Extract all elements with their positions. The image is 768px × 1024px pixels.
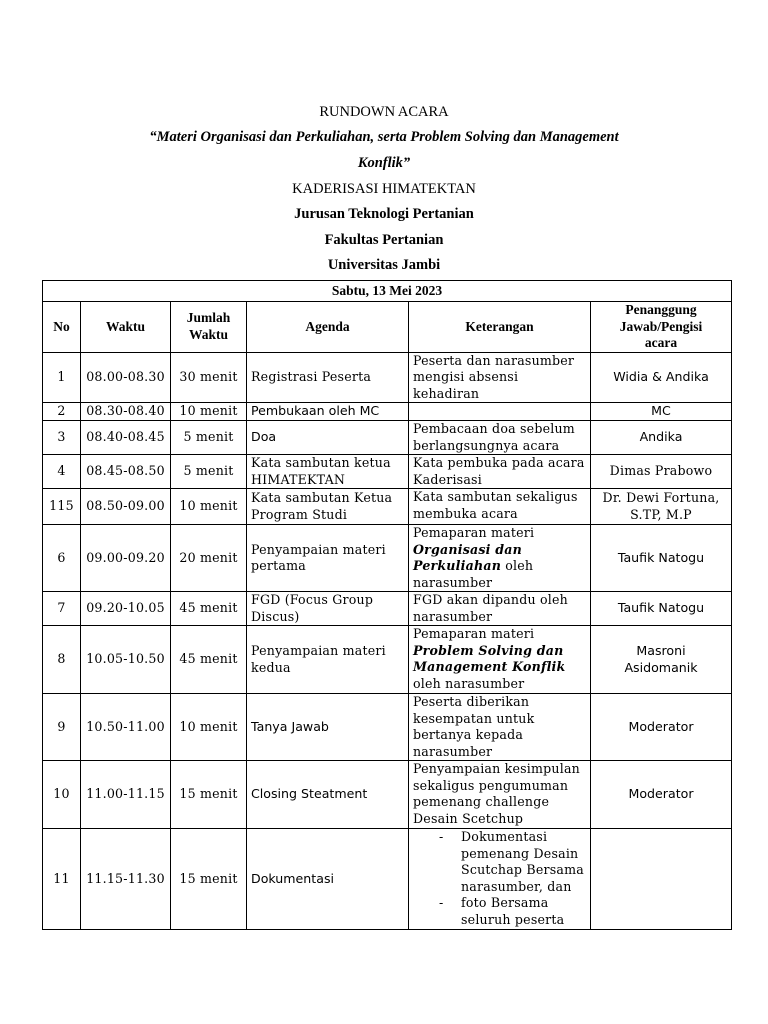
cell-waktu: 10.50-11.00 [81, 694, 171, 761]
cell-keterangan: Penyampaian kesimpulan sekaligus pengumuman pemenang challenge Desain Scetchup [409, 761, 591, 829]
event-name: KADERISASI HIMATEKTAN [292, 181, 476, 197]
cell-pj-line1: Dr. Dewi Fortuna, [602, 490, 720, 505]
subtitle-line-2: Konflik” [357, 155, 411, 171]
cell-agenda: Penyampaian materi pertama [247, 525, 409, 592]
cell-pj: Moderator [591, 694, 732, 761]
cell-no: 8 [43, 626, 81, 694]
cell-pj [591, 829, 732, 930]
col-header-jumlah [171, 302, 247, 353]
table-row [43, 421, 732, 455]
cell-no: 4 [43, 455, 81, 489]
cell-waktu: 08.40-08.45 [81, 421, 171, 455]
cell-no: 3 [43, 421, 81, 455]
cell-no: 10 [43, 761, 81, 829]
cell-waktu: 11.00-11.15 [81, 761, 171, 829]
col-header-no: No [43, 302, 81, 353]
department-name: Jurusan Teknologi Pertanian [294, 206, 474, 222]
cell-pj: Taufik Natogu [591, 525, 732, 592]
col-header-waktu: Waktu [81, 302, 171, 353]
cell-agenda: Closing Steatment [247, 761, 409, 829]
cell-keterangan: FGD akan dipandu oleh narasumber [409, 592, 591, 626]
date-cell: Sabtu, 13 Mei 2023 [43, 281, 732, 302]
cell-no: 115 [43, 489, 81, 525]
table-row [43, 403, 732, 421]
cell-jumlah: 20 menit [171, 525, 247, 592]
cell-agenda: Doa [247, 421, 409, 455]
header-row [43, 302, 732, 353]
cell-pj: MC [591, 403, 732, 421]
cell-keterangan-pre: Pemaparan materi [413, 525, 535, 540]
col-header-pj-line2: Jawab/Pengisi [619, 318, 703, 334]
cell-keterangan [409, 525, 591, 592]
cell-agenda: Pembukaan oleh MC [247, 403, 409, 421]
cell-jumlah: 30 menit [171, 352, 247, 403]
cell-waktu: 08.45-08.50 [81, 455, 171, 489]
faculty-name: Fakultas Pertanian [324, 232, 444, 248]
cell-pj: Dimas Prabowo [591, 455, 732, 489]
cell-waktu: 09.20-10.05 [81, 592, 171, 626]
cell-waktu: 08.00-08.30 [81, 352, 171, 403]
cell-pj: Widia & Andika [591, 352, 732, 403]
cell-keterangan-post: oleh narasumber [413, 675, 525, 691]
cell-jumlah: 10 menit [171, 489, 247, 525]
table-row [43, 489, 732, 525]
cell-pj-line2: Asidomanik [624, 659, 698, 675]
cell-jumlah: 10 menit [171, 403, 247, 421]
cell-keterangan: Peserta dan narasumber mengisi absensi kehadiran [409, 352, 591, 403]
cell-jumlah: 10 menit [171, 694, 247, 761]
keterangan-list [409, 829, 590, 928]
cell-keterangan-pre: Pemaparan materi [413, 626, 535, 641]
cell-jumlah: 45 menit [171, 592, 247, 626]
col-header-agenda: Agenda [247, 302, 409, 353]
cell-jumlah: 15 menit [171, 761, 247, 829]
col-header-jumlah-line2: Waktu [188, 326, 229, 342]
date-row [43, 281, 732, 302]
cell-keterangan: Kata pembuka pada acara Kaderisasi [409, 455, 591, 489]
cell-no: 9 [43, 694, 81, 761]
cell-jumlah: 15 menit [171, 829, 247, 930]
cell-no: 2 [43, 403, 81, 421]
col-header-pj-line1: Penanggung [625, 302, 697, 317]
list-item: - Dokumentasi pemenang Desain Scutchap Bersama narasumber, dan [439, 829, 590, 895]
table-row [43, 829, 732, 930]
cell-agenda: Registrasi Peserta [247, 352, 409, 403]
cell-jumlah: 5 menit [171, 455, 247, 489]
cell-agenda: Tanya Jawab [247, 694, 409, 761]
subtitle-line-1: “Materi Organisasi dan Perkuliahan, serta Problem Solving dan Management [149, 129, 619, 145]
cell-keterangan [409, 626, 591, 694]
cell-keterangan [409, 403, 591, 421]
cell-keterangan-post: oleh narasumber [413, 558, 534, 590]
col-header-keterangan: Keterangan [409, 302, 591, 353]
list-item: - foto Bersama seluruh peserta [439, 895, 590, 928]
cell-agenda: Kata sambutan Ketua Program Studi [247, 489, 409, 525]
table-row [43, 592, 732, 626]
cell-no: 7 [43, 592, 81, 626]
table-row [43, 694, 732, 761]
cell-jumlah: 45 menit [171, 626, 247, 694]
cell-no: 6 [43, 525, 81, 592]
cell-keterangan [409, 829, 591, 930]
cell-pj [591, 626, 732, 694]
cell-agenda: FGD (Focus Group Discus) [247, 592, 409, 626]
col-header-jumlah-line1: Jumlah [186, 310, 231, 326]
cell-waktu: 11.15-11.30 [81, 829, 171, 930]
rundown-table [42, 280, 732, 930]
cell-no: 11 [43, 829, 81, 930]
cell-keterangan: Pembacaan doa sebelum berlangsungnya acara [409, 421, 591, 455]
cell-agenda: Kata sambutan ketua HIMATEKTAN [247, 455, 409, 489]
table-row [43, 352, 732, 403]
table-row [43, 761, 732, 829]
col-header-pj [591, 302, 732, 353]
cell-agenda: Dokumentasi [247, 829, 409, 930]
cell-pj-line2: S.TP, M.P [630, 506, 692, 522]
university-name: Universitas Jambi [327, 257, 441, 273]
cell-keterangan-bold: Problem Solving dan Management Konflik [413, 642, 566, 674]
cell-pj-line1: Masroni [636, 643, 686, 658]
cell-keterangan: Peserta diberikan kesempatan untuk bertanya kepada narasumber [409, 694, 591, 761]
cell-jumlah: 5 menit [171, 421, 247, 455]
cell-waktu: 08.30-08.40 [81, 403, 171, 421]
table-row [43, 525, 732, 592]
cell-waktu: 10.05-10.50 [81, 626, 171, 694]
document-title: RUNDOWN ACARA [319, 104, 449, 120]
col-header-pj-line3: acara [644, 335, 678, 350]
table-row [43, 626, 732, 694]
cell-keterangan: Kata sambutan sekaligus membuka acara [409, 489, 591, 525]
cell-waktu: 09.00-09.20 [81, 525, 171, 592]
cell-pj: Andika [591, 421, 732, 455]
cell-pj: Taufik Natogu [591, 592, 732, 626]
cell-no: 1 [43, 352, 81, 403]
cell-waktu: 08.50-09.00 [81, 489, 171, 525]
table-row [43, 455, 732, 489]
cell-agenda: Penyampaian materi kedua [247, 626, 409, 694]
cell-pj: Moderator [591, 761, 732, 829]
cell-keterangan-bold: Organisasi dan Perkuliahan [413, 541, 522, 573]
cell-pj [591, 489, 732, 525]
